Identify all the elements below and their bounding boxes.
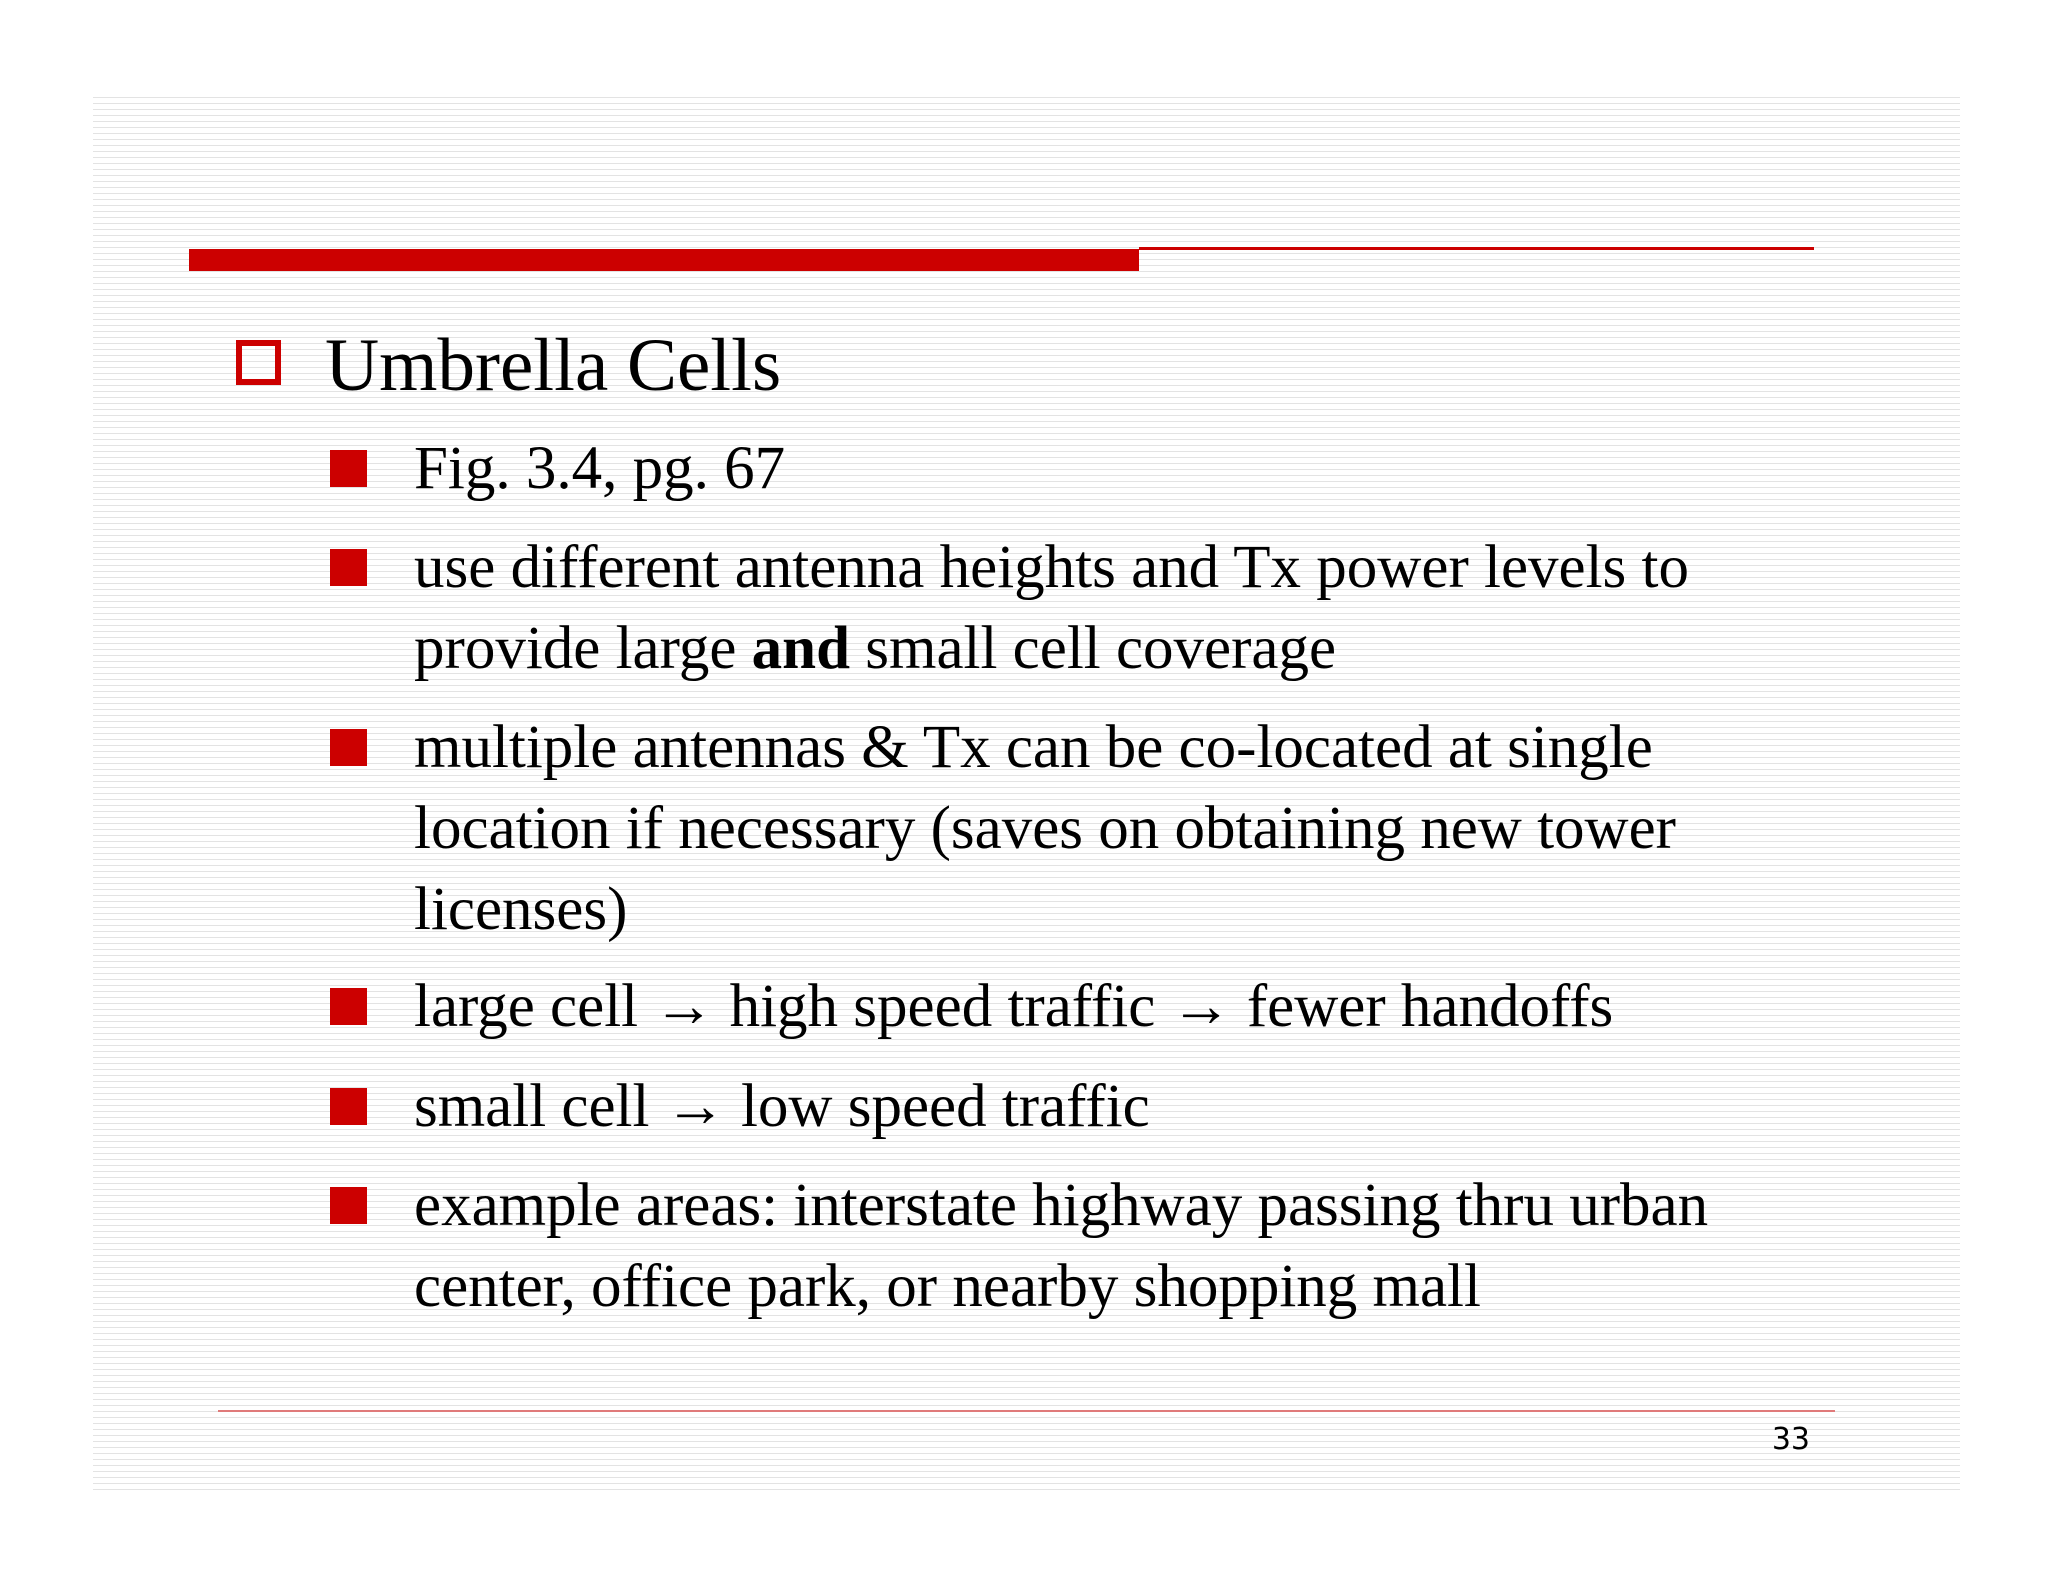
filled-square-bullet-icon — [330, 549, 367, 586]
list-item — [414, 1165, 1864, 1327]
filled-square-bullet-icon — [330, 1187, 367, 1224]
list-item — [414, 966, 1864, 1047]
list-item-text: example areas: interstate highway passing thru urban center, office park, or nearby shopping mall — [414, 1172, 1709, 1320]
list-item-text-part: small cell coverage — [850, 615, 1337, 682]
list-item-text: large cell → high speed traffic → fewer handoffs — [414, 973, 1614, 1040]
page-number: 33 — [1771, 1422, 1810, 1457]
footer-divider — [218, 1410, 1835, 1412]
list-item — [414, 707, 1864, 950]
list-item — [414, 428, 1864, 509]
list-item-text-part: use different antenna heights and Tx power levels to provide large — [414, 534, 1689, 682]
list-item-emphasis: and — [751, 615, 851, 682]
filled-square-bullet-icon — [330, 729, 367, 766]
list-item-text — [414, 534, 1689, 682]
list-item — [414, 527, 1864, 689]
slide-heading: Umbrella Cells — [325, 324, 782, 407]
list-item-text: small cell → low speed traffic — [414, 1073, 1150, 1140]
list-item — [414, 1066, 1864, 1147]
filled-square-bullet-icon — [330, 988, 367, 1025]
filled-square-bullet-icon — [330, 1088, 367, 1125]
filled-square-bullet-icon — [330, 450, 367, 487]
list-item-text: multiple antennas & Tx can be co-located at single location if necessary (saves on obtaining new tower licenses) — [414, 714, 1676, 943]
list-item-text: Fig. 3.4, pg. 67 — [414, 435, 786, 502]
